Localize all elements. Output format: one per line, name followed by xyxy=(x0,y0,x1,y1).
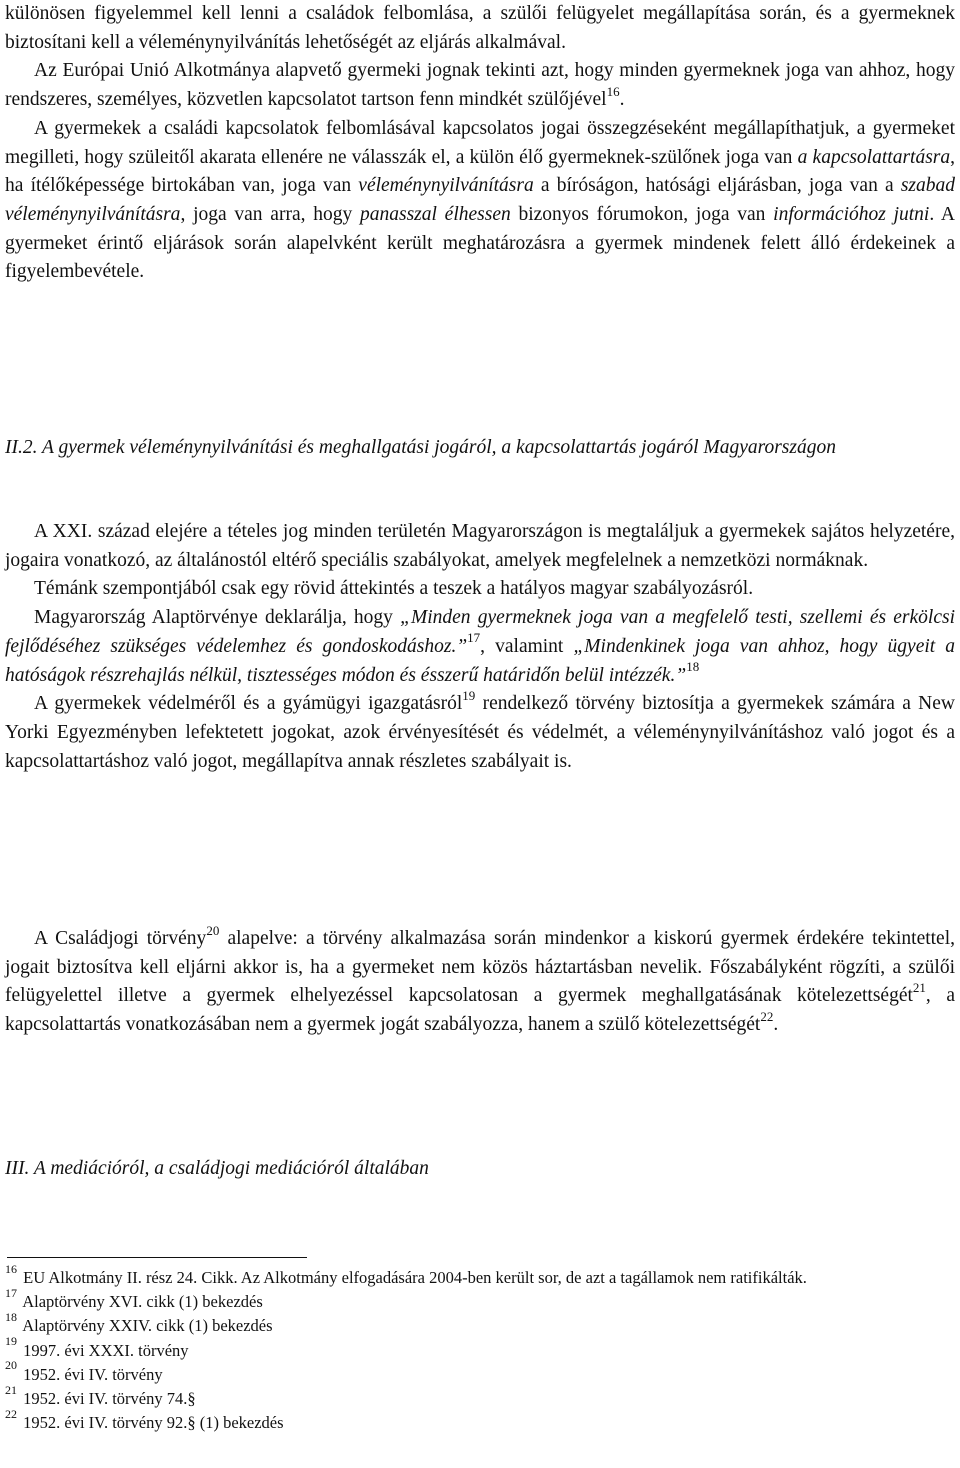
footnote-ref-18[interactable]: 18 xyxy=(686,659,700,675)
footnote-text: 1952. évi IV. törvény 92.§ (1) bekezdés xyxy=(23,1413,284,1433)
footnote-number: 17 xyxy=(5,1285,17,1300)
footnote-text: 1952. évi IV. törvény xyxy=(23,1364,163,1384)
paragraph-2 xyxy=(5,57,955,114)
p7-text-a: A gyermekek védelméről és a gyámügyi igazgatásról xyxy=(34,693,463,715)
footnote-number: 20 xyxy=(5,1358,17,1373)
footnote-number: 18 xyxy=(5,1309,17,1324)
p8-text-c: , a kapcsolattartás vonatkozásában nem a gyermek jogát szabályozza, hanem a szülő kötelezettségét xyxy=(5,985,955,1036)
footnote-20 xyxy=(5,1358,955,1387)
paragraph-3 xyxy=(5,115,955,287)
footnote-ref-16[interactable]: 16 xyxy=(606,83,620,99)
p3-text-g: , joga van arra, hogy xyxy=(180,203,360,225)
p3-text-c: , ha ítélőképessége birtokában van, joga van xyxy=(5,146,955,197)
paragraph-7 xyxy=(5,687,955,776)
footnote-ref-22[interactable]: 22 xyxy=(760,1008,774,1024)
section-heading-iii: III. A mediációról, a családjogi mediációról általában xyxy=(5,1158,429,1179)
paragraph-4: A XXI. század elejére a tételes jog minden területén Magyarországon is megtaláljuk a gyermekek sajátos helyzetére, jogaira vonatkozó, az általánostól eltérő speciális szabályokat, amelyek megfelelnek a nemzetközi normáknak. xyxy=(5,521,955,571)
paragraph-5: Témánk szempontjából csak egy rövid áttekintés a teszek a hatályos magyar szabályozásról. xyxy=(34,578,754,600)
paragraph-group-3 xyxy=(5,922,956,1040)
footnote-text: 1952. évi IV. törvény 74.§ xyxy=(23,1389,196,1409)
footnote-17 xyxy=(5,1285,955,1314)
footnotes xyxy=(5,1261,955,1435)
section-heading-ii2: II.2. A gyermek véleménynyilvánítási és meghallgatási jogáról, a kapcsolattartás jogáról Magyarországon xyxy=(5,437,836,458)
footnote-text: Alaptörvény XVI. cikk (1) bekezdés xyxy=(22,1292,263,1312)
p6-text-b: , valamint xyxy=(480,635,574,657)
p7-text-b: rendelkező törvény biztosítja a gyermekek számára a New Yorki Egyezményben lefektetett jogokat, azok érvényesítését és védelmét, a véleménynyilvánításhoz való jogot és a kapcsolattartáshoz való jogot, megállapítva annak részletes szabályait is. xyxy=(5,693,955,772)
footnote-text: EU Alkotmány II. rész 24. Cikk. Az Alkotmány elfogadására 2004-ben került sor, de azt a tagállamok nem ratifikálták. xyxy=(23,1268,807,1287)
footnote-text: Alaptörvény XXIV. cikk (1) bekezdés xyxy=(22,1316,273,1336)
p3-italic-information: információhoz jutni xyxy=(773,203,930,225)
p3-italic-contact: a kapcsolattartásra xyxy=(797,146,951,168)
footnote-21 xyxy=(5,1382,955,1411)
p3-italic-complaint: panasszal élhessen xyxy=(359,203,511,225)
p3-text-i: bizonyos fórumokon, joga van xyxy=(510,203,774,225)
footnote-19 xyxy=(5,1334,955,1363)
footnote-text: 1997. évi XXXI. törvény xyxy=(23,1340,189,1360)
paragraph-1: különösen figyelemmel kell lenni a családok felbomlása, a szülői felügyelet megállapítása során, és a gyermeknek biztosítani kell a véleménynyilvánítás lehetőségét az eljárás alkalmával. xyxy=(5,3,955,53)
p3-text-a: A gyermekek a családi kapcsolatok felbomlásával kapcsolatos jogai összegzéseként megállapíthatjuk, a gyermeket megilleti, hogy szüleitől akarata ellenére ne válasszák el, a külön élő gyermeknek-szülőnek joga van xyxy=(5,117,955,168)
footnote-number: 21 xyxy=(5,1382,17,1397)
footnote-16 xyxy=(5,1261,955,1290)
paragraph-2-text: Az Európai Unió Alkotmánya alapvető gyermeki jognak tekinti azt, hogy minden gyermeknek joga van ahhoz, hogy rendszeres, személyes, közvetlen kapcsolatot tartson fenn mindkét szülőjével xyxy=(5,60,955,111)
paragraph-2-end: . xyxy=(619,89,625,111)
paragraph-group-2 xyxy=(5,518,955,776)
p8-text-b: alapelve: a törvény alkalmazása során mindenkor a kiskorú gyermek érdekére tekintettel, jogait biztosítva kell eljárni akkor is, ha a gyermeket nem közös háztartásban nevelik. Főszabályként rögzíti, a szülői felügyelettel illetve a gyermek elhelyezéssel kapcsolatosan a gyermek meghallgatásának kötelezettségét xyxy=(5,928,956,1007)
p6-text-a: Magyarország Alaptörvénye deklarálja, hogy xyxy=(34,607,401,629)
footnote-22 xyxy=(5,1406,955,1435)
footnote-ref-19[interactable]: 19 xyxy=(462,687,476,703)
paragraph-6 xyxy=(5,604,955,690)
footnote-number: 19 xyxy=(5,1334,17,1349)
p6-quote-2: „Mindenkinek joga van ahhoz, hogy ügyeit a hatóságok részrehajlás nélkül, tisztességes módon és ésszerű határidőn belül intézzék.” xyxy=(5,635,956,686)
footnote-number: 22 xyxy=(5,1406,17,1421)
p3-text-k: . A gyermeket érintő eljárások során alapelvként került meghatározásra a gyermek mindenek felett álló érdekeinek a figyelembevétele. xyxy=(5,203,955,283)
footnote-ref-21[interactable]: 21 xyxy=(912,979,926,995)
footnote-ref-17[interactable]: 17 xyxy=(467,630,481,646)
paragraph-8 xyxy=(5,922,956,1040)
paragraph-group-1 xyxy=(5,0,955,287)
p8-text-d: . xyxy=(773,1014,779,1036)
p3-italic-opinion: véleménynyilvánításra xyxy=(358,175,534,197)
footnote-18 xyxy=(5,1309,955,1338)
footnote-number: 16 xyxy=(5,1261,17,1276)
footnote-separator xyxy=(7,1257,307,1258)
p3-italic-free-opinion: szabad véleménynyilvánításra xyxy=(5,175,956,225)
p6-quote-1: „Minden gyermeknek joga van a megfelelő testi, szellemi és erkölcsi fejlődéséhez szükséges védelemhez és gondoskodáshoz.” xyxy=(5,607,955,657)
footnote-ref-20[interactable]: 20 xyxy=(206,922,220,938)
p8-text-a: A Családjogi törvény xyxy=(34,928,207,949)
p3-text-e: a bíróságon, hatósági eljárásban, joga van a xyxy=(533,175,901,197)
